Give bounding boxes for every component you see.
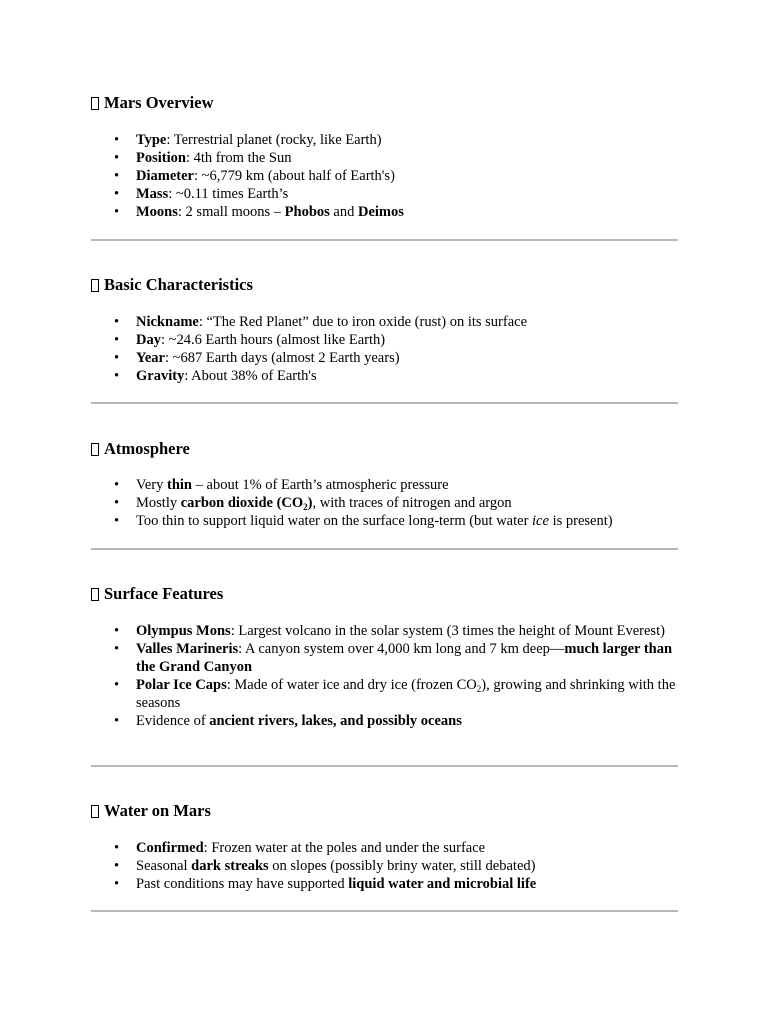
section-atmosphere	[91, 439, 678, 530]
section-heading: Water on Mars	[91, 801, 678, 821]
list-item: • Gravity: About 38% of Earth's	[136, 367, 678, 385]
horizontal-rule	[91, 402, 678, 404]
section-heading: Atmosphere	[91, 439, 678, 459]
list-item: • Mass: ~0.11 times Earth’s	[136, 185, 678, 203]
missing-glyph-icon	[91, 443, 99, 456]
section-basic-characteristics	[91, 275, 678, 385]
missing-glyph-icon	[91, 279, 99, 292]
section-surface-features	[91, 584, 678, 730]
list-item: • Day: ~24.6 Earth hours (almost like Earth)	[136, 331, 678, 349]
list-item: • Evidence of ancient rivers, lakes, and possibly oceans	[136, 712, 678, 730]
list-item: • Valles Marineris: A canyon system over 4,000 km long and 7 km deep—much larger than the Grand Canyon	[136, 640, 678, 676]
section-heading: Surface Features	[91, 584, 678, 604]
list-item: • Moons: 2 small moons – Phobos and Deimos	[136, 203, 678, 221]
list-item: • Year: ~687 Earth days (almost 2 Earth years)	[136, 349, 678, 367]
list-item: • Confirmed: Frozen water at the poles and under the surface	[136, 839, 678, 857]
missing-glyph-icon	[91, 97, 99, 110]
list-item: • Seasonal dark streaks on slopes (possibly briny water, still debated)	[136, 857, 678, 875]
horizontal-rule	[91, 548, 678, 550]
horizontal-rule	[91, 239, 678, 241]
bullet-list	[91, 839, 678, 893]
section-water-on-mars	[91, 801, 678, 893]
list-item: • Diameter: ~6,779 km (about half of Earth's)	[136, 167, 678, 185]
list-item: • Olympus Mons: Largest volcano in the solar system (3 times the height of Mount Everest)	[136, 622, 678, 640]
list-item: • Very thin – about 1% of Earth’s atmospheric pressure	[136, 476, 678, 494]
horizontal-rule	[91, 910, 678, 912]
missing-glyph-icon	[91, 588, 99, 601]
missing-glyph-icon	[91, 805, 99, 818]
list-item: • Polar Ice Caps: Made of water ice and dry ice (frozen $CO_2$), growing and shrinking with the seasons	[136, 676, 678, 712]
horizontal-rule	[91, 765, 678, 767]
section-heading: Basic Characteristics	[91, 275, 678, 295]
list-item: • Mostly carbon dioxide $(CO_2)$, with traces of nitrogen and argon	[136, 494, 678, 512]
bullet-list	[91, 313, 678, 385]
list-item: • Type: Terrestrial planet (rocky, like Earth)	[136, 131, 678, 149]
bullet-list	[91, 476, 678, 530]
section-mars-overview	[91, 93, 678, 221]
section-heading: Mars Overview	[91, 93, 678, 113]
bullet-list	[91, 131, 678, 221]
list-item: • Nickname: “The Red Planet” due to iron oxide (rust) on its surface	[136, 313, 678, 331]
list-item: • Past conditions may have supported liquid water and microbial life	[136, 875, 678, 893]
bullet-list	[91, 622, 678, 730]
list-item: • Position: 4th from the Sun	[136, 149, 678, 167]
list-item: • Too thin to support liquid water on the surface long-term (but water ice is present)	[136, 512, 678, 530]
